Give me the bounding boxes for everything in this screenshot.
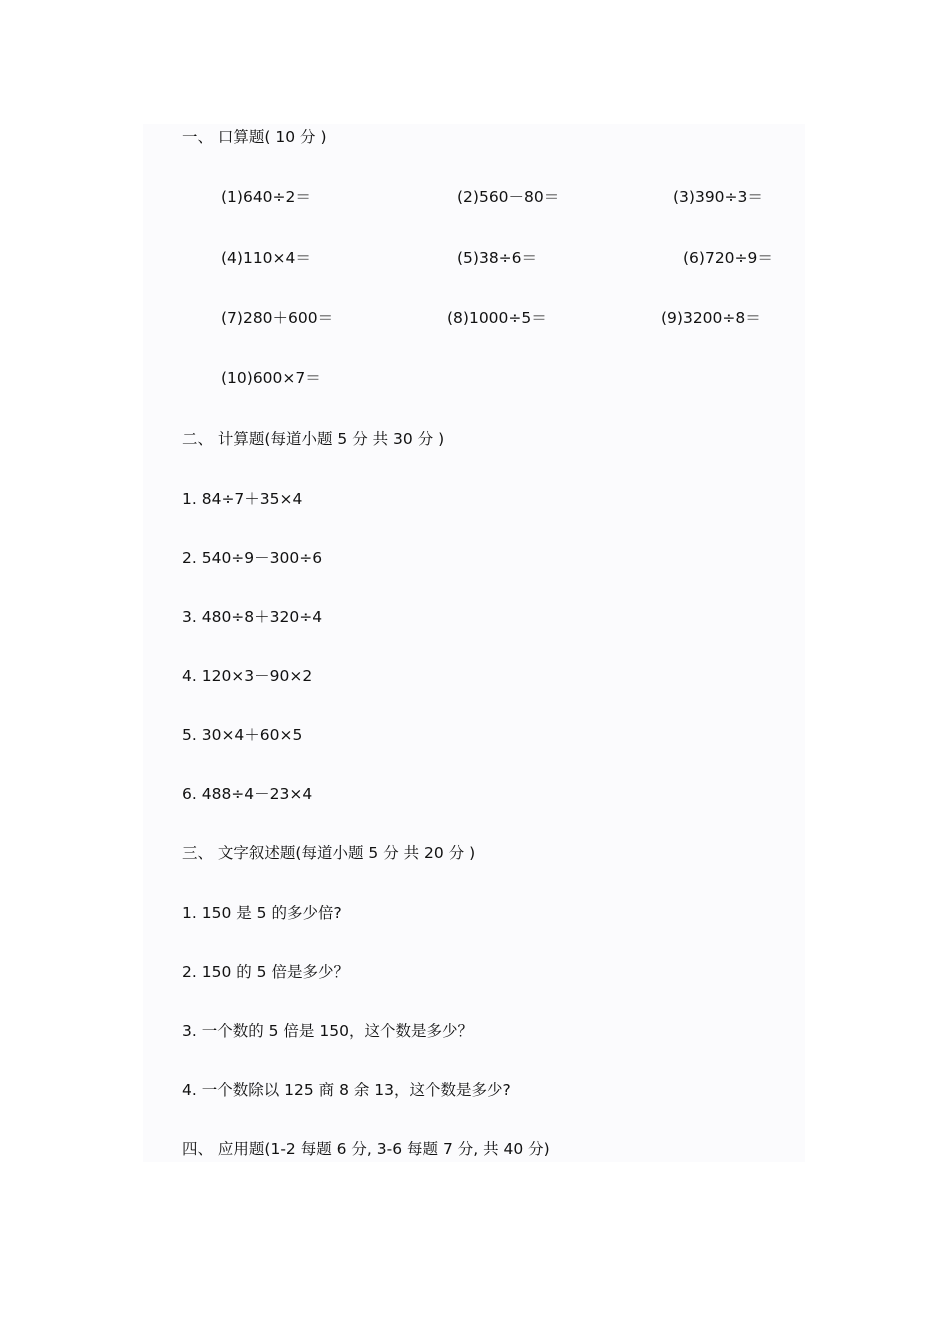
calc-item-4: 4. 120×3－90×2 <box>182 667 313 685</box>
oral-item-5: (5)38÷6＝ <box>457 249 538 267</box>
oral-item-1: (1)640÷2＝ <box>221 188 311 206</box>
calc-item-5: 5. 30×4＋60×5 <box>182 726 303 744</box>
section-1-title: 一、 口算题( 10 分 ) <box>182 128 327 146</box>
word-item-2: 2. 150 的 5 倍是多少？ <box>182 963 349 981</box>
section-2-title: 二、 计算题(每道小题 5 分 共 30 分 ) <box>182 430 445 448</box>
oral-item-4: (4)110×4＝ <box>221 249 311 267</box>
oral-item-9: (9)3200÷8＝ <box>661 309 761 327</box>
oral-item-10: (10)600×7＝ <box>221 369 321 387</box>
calc-item-3: 3. 480÷8＋320÷4 <box>182 608 323 626</box>
calc-item-2: 2. 540÷9－300÷6 <box>182 549 323 567</box>
word-item-4: 4. 一个数除以 125 商 8 余 13，这个数是多少? <box>182 1081 511 1099</box>
oral-item-6: (6)720÷9＝ <box>683 249 773 267</box>
word-item-1: 1. 150 是 5 的多少倍? <box>182 904 342 922</box>
section-3-title: 三、 文字叙述题(每道小题 5 分 共 20 分 ) <box>182 844 476 862</box>
calc-item-6: 6. 488÷4－23×4 <box>182 785 313 803</box>
section-4-title: 四、 应用题(1-2 每题 6 分, 3-6 每题 7 分, 共 40 分) <box>182 1140 550 1158</box>
word-item-3: 3. 一个数的 5 倍是 150，这个数是多少？ <box>182 1022 473 1040</box>
document-page <box>143 124 805 1162</box>
oral-item-8: (8)1000÷5＝ <box>447 309 547 327</box>
oral-item-3: (3)390÷3＝ <box>673 188 763 206</box>
calc-item-1: 1. 84÷7＋35×4 <box>182 490 303 508</box>
oral-item-2: (2)560－80＝ <box>457 188 560 206</box>
oral-item-7: (7)280＋600＝ <box>221 309 334 327</box>
